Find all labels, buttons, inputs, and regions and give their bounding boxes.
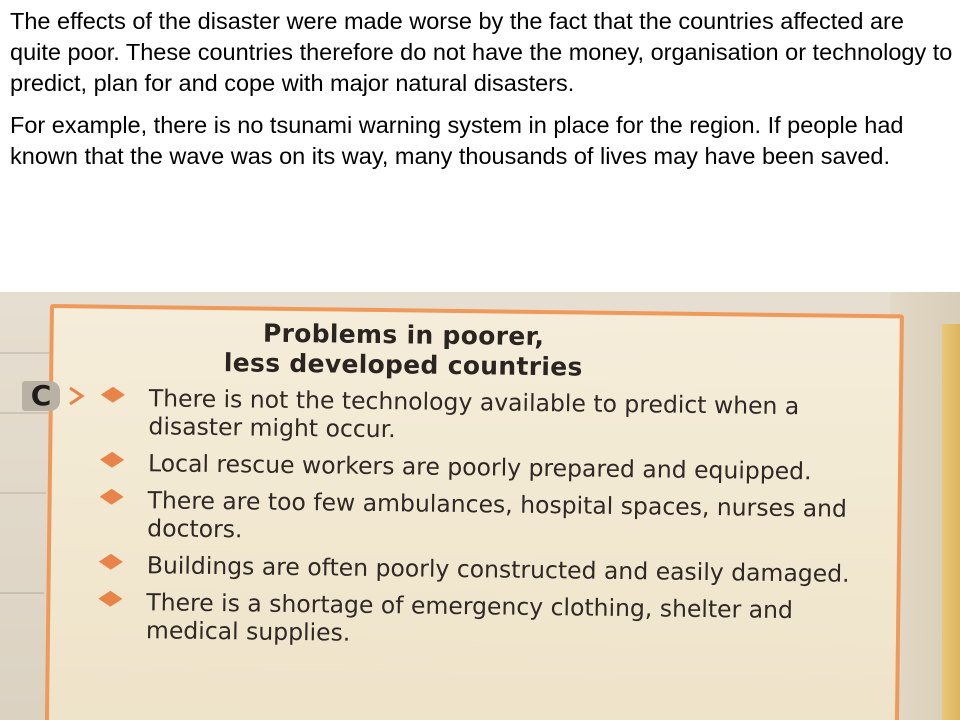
list-item-text: Local rescue workers are poorly prepared and equipped. xyxy=(147,449,812,486)
diamond-bullet-icon xyxy=(100,489,124,505)
box-heading-line-2: less developed countries xyxy=(223,348,583,382)
list-item xyxy=(92,384,873,450)
list-item-text: There is not the technology available to predict when a disaster might occur. xyxy=(148,384,800,444)
box-heading-line-1: Problems in poorer, xyxy=(262,318,545,352)
yellow-page-strip xyxy=(942,324,960,720)
section-tag: C xyxy=(22,381,60,411)
slide-text xyxy=(10,6,955,172)
list-item xyxy=(91,486,872,552)
diamond-bullet-icon xyxy=(100,452,124,468)
bleed-through-line xyxy=(0,492,46,494)
box-heading xyxy=(53,316,754,385)
list-item-text: There is a shortage of emergency clothing, shelter and medical supplies. xyxy=(145,588,794,647)
list-item-text: There are too few ambulances, hospital spaces, nurses and doctors. xyxy=(147,486,848,544)
diamond-bullet-icon xyxy=(101,387,125,403)
paragraph-warning-system: For example, there is no tsunami warning system in place for the region. If people had known that the wave was on its way, many thousands of lives may have been saved. xyxy=(10,112,904,169)
list-item-text: Buildings are often poorly constructed and easily damaged. xyxy=(146,551,850,588)
bleed-through-line xyxy=(0,352,50,354)
problems-list xyxy=(90,384,873,663)
diamond-bullet-icon xyxy=(99,554,123,570)
diamond-bullet-icon xyxy=(98,591,122,607)
bleed-through-line xyxy=(0,592,44,594)
problems-box xyxy=(45,304,904,720)
paragraph-disaster-poverty: The effects of the disaster were made worse by the fact that the countries affected are quite poor. These countries therefore do not have the money, organisation or technology to predict, plan for and cope with major natural disasters. xyxy=(10,8,953,96)
chevron-right-icon xyxy=(66,385,88,407)
textbook-photo xyxy=(0,292,960,720)
list-item xyxy=(91,551,871,589)
list-item xyxy=(90,588,871,654)
bleed-through-line xyxy=(0,412,48,414)
list-item xyxy=(92,449,872,487)
